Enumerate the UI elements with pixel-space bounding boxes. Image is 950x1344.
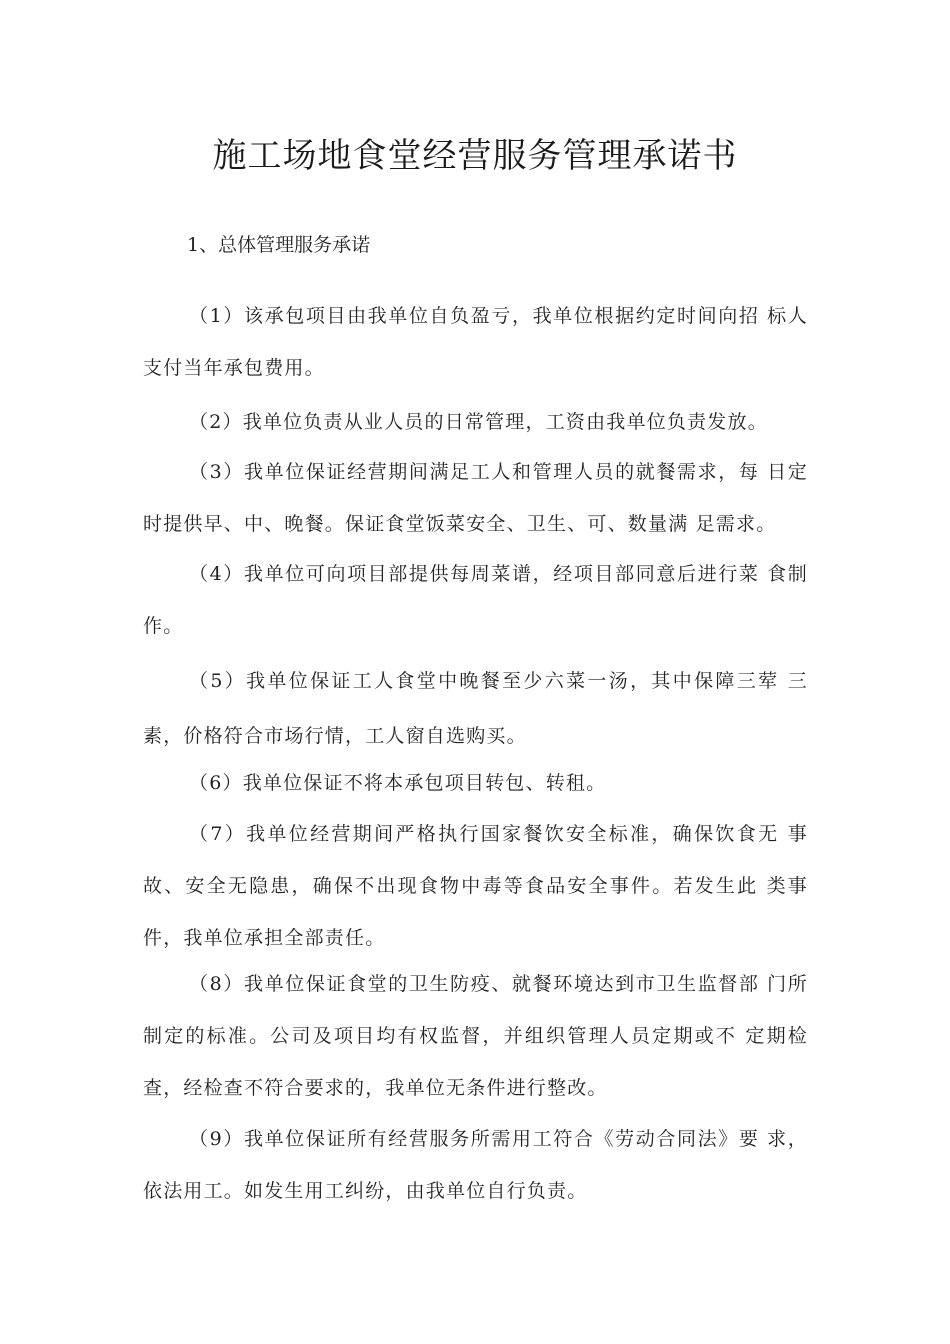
document-title: 施工场地食堂经营服务管理承诺书 bbox=[212, 136, 738, 176]
commitment-paragraph-9: （9）我单位保证所有经营服务所需用工符合《劳动合同法》要 求，依法用工。如发生用工纠纷，由我单位自行负责。 bbox=[143, 1128, 808, 1202]
commitment-paragraph-8: （8）我单位保证食堂的卫生防疫、就餐环境达到市卫生监督部 门所制定的标准。公司及项目均有权监督，并组织管理人员定期或不 定期检查，经检查不符合要求的，我单位无条件进行整改。 bbox=[143, 973, 808, 1099]
commitment-paragraph-6: （6）我单位保证不将本承包项目转包、转租。 bbox=[189, 772, 607, 794]
section-heading: 1、总体管理服务承诺 bbox=[187, 234, 371, 256]
commitment-paragraph-2: （2）我单位负责从业人员的日常管理，工资由我单位负责发放。 bbox=[189, 411, 768, 433]
commitment-paragraph-1: （1）该承包项目由我单位自负盈亏，我单位根据约定时间向招 标人支付当年承包费用。 bbox=[143, 305, 808, 379]
commitment-paragraph-4: （4）我单位可向项目部提供每周菜谱，经项目部同意后进行菜 食制作。 bbox=[143, 563, 808, 637]
commitment-paragraph-3: （3）我单位保证经营期间满足工人和管理人员的就餐需求，每 日定时提供早、中、晚餐。保证食堂饭菜安全、卫生、可、数量满 足需求。 bbox=[143, 461, 808, 535]
commitment-paragraph-5: （5）我单位保证工人食堂中晚餐至少六菜一汤，其中保障三荤 三素，价格符合市场行情，工人窗自选购买。 bbox=[143, 670, 808, 747]
commitment-paragraph-7: （7）我单位经营期间严格执行国家餐饮安全标准，确保饮食无 事故、安全无隐患，确保不出现食物中毒等食品安全事件。若发生此 类事件，我单位承担全部责任。 bbox=[143, 823, 808, 949]
